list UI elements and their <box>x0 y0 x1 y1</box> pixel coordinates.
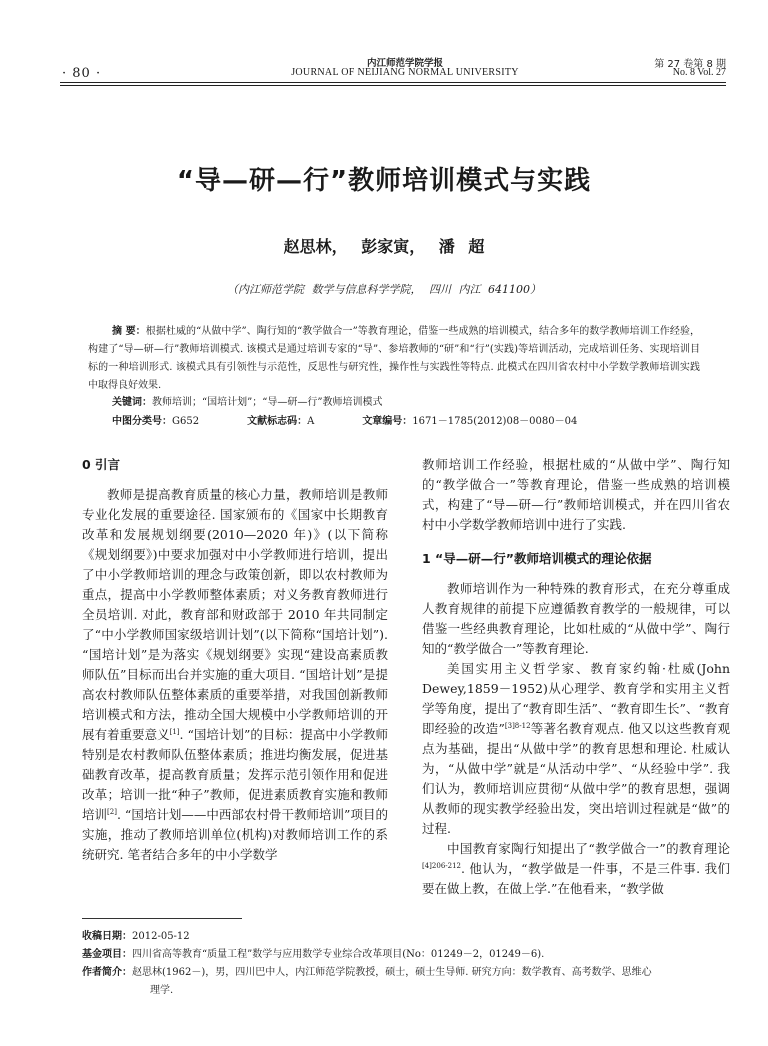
paragraph-text: . “国培计划”的目标：提高中小学教师特别是农村教师队伍整体素质；推进均衡发展，促进基础教育改革，提高教育质量；发挥示范引领作用和促进改革；培训一批“种子”教师，促进素质教育实施和教师培训 <box>82 727 388 822</box>
paragraph-text: 中国教育家陶行知提出了“教学做合一”的教育理论 <box>447 841 730 856</box>
footnote-label: 收稿日期： <box>82 931 132 942</box>
header-rule <box>60 85 726 86</box>
journal-title-cn: 内江师范学院学报 <box>366 58 443 69</box>
paragraph <box>422 839 730 899</box>
paragraph-text: . “国培计划——中西部农村骨干教师培训”项目的实施，推动了教师培训单位(机构)对教师培训工作的系统研究. 笔者结合多年的中小学数学 <box>82 807 388 862</box>
citation: [4]206-212 <box>422 861 462 870</box>
body-column-left <box>82 455 388 865</box>
article-authors: 赵思林， 彭家寅， 潘 超 <box>283 237 485 256</box>
page-number: · 80 · <box>62 66 102 81</box>
footnote-author-cont: 理学. <box>150 985 174 996</box>
section-heading-theory: 1 “导—研—行”教师培训模式的理论依据 <box>422 551 652 566</box>
keywords <box>112 395 700 411</box>
clc-label: 中图分类号： <box>112 416 172 427</box>
abstract <box>88 323 700 395</box>
paragraph-text: 美国实用主义哲学家、教育家约翰·杜威(John Dewey,1859－1952)从心理学、教育学和实用主义哲学等角度，提出了“教育即生活”、“教育即生长”、“教育即经验的改造” <box>422 661 730 736</box>
keywords-label: 关键词： <box>112 397 152 408</box>
journal-title-en: JOURNAL OF NEIJIANG NORMAL UNIVERSITY <box>291 67 519 78</box>
keywords-text: 教师培训；“国培计划”；“导—研—行”教师培训模式 <box>152 397 383 408</box>
paragraph: 教师培训作为一种特殊的教育形式，在充分尊重成人教育规律的前提下应遵循教育教学的一般规律，可以借鉴一些经典教育理论，比如杜威的“从做中学”、陶行知的“教学做合一”等教育理论. <box>422 581 730 656</box>
paragraph-text: 等著名教育观点. 他又以这些教育观点为基础，提出“从做中学”的教育思想和理论. 杜威认为，“从做中学”就是“从活动中学”、“从经验中学”. 我们认为，教师培训应贯彻“从做中学”的教育思想，强调从教师的现实教学经验出发，突出培训过程就是“做”的过程. <box>422 721 730 836</box>
classification-line <box>112 414 700 430</box>
article-no-value: 1671－1785(2012)08－0080－04 <box>412 416 578 427</box>
footnote-label: 基金项目： <box>82 949 132 960</box>
paragraph-text: . 他认为，“教学做是一件事，不是三件事. 我们要在做上教，在做上学.”在他看来，“教学做 <box>422 861 730 896</box>
footnote-received <box>82 928 732 946</box>
section-heading-intro: 0 引言 <box>82 457 121 472</box>
citation: [1] <box>169 727 180 736</box>
paragraph <box>82 485 388 865</box>
paragraph <box>422 659 730 839</box>
abstract-text: 根据杜威的“从做中学”、陶行知的“教学做合一”等教育理论，借鉴一些成熟的培训模式，结合多年的数学教师培训工作经验，构建了“导—研—行”教师培训模式. 该模式是通过培训专家的“导”、参培教师的“研”和“行”(实践)等培训活动，完成培训任务、实现培训目标的一种培训形式. 该模式具有引领性与示范性，反思性与研究性，操作性与实践性等特点. 此模式在四川省农村中小学数学教师培训实践中取得良好效果. <box>88 326 701 391</box>
body-column-right <box>422 455 730 899</box>
footnote-rule <box>82 918 242 919</box>
header-rule <box>60 82 726 83</box>
footnote-fund <box>82 946 732 964</box>
article-no-label: 文章编号： <box>362 416 413 427</box>
footnote-text: 赵思林(1962－)，男，四川巴中人，内江师范学院教授，硕士，硕士生导师. 研究方向：数学教育、高考数学、思维心 <box>132 967 652 978</box>
footnote-author <box>82 964 732 982</box>
footnote-text: 2012-05-12 <box>132 931 190 942</box>
clc-value: G652 <box>172 416 200 427</box>
citation: [3]8-12 <box>504 721 531 730</box>
citation: [2] <box>107 807 117 816</box>
footnote-label: 作者简介： <box>82 967 132 978</box>
volume-issue-en: No. 8 Vol. 27 <box>672 67 726 78</box>
abstract-label: 摘 要： <box>112 326 146 337</box>
footnote-text: 四川省高等教育“质量工程”数学与应用数学专业综合改革项目(No：01249－2，01249－6). <box>132 949 545 960</box>
paragraph-continued: 教师培训工作经验，根据杜威的“从做中学”、陶行知的“教学做合一”等教育理论，借鉴一些成熟的培训模式，构建了“导—研—行”教师培训模式，并在四川省农村中小学数学教师培训中进行了实践. <box>422 457 730 532</box>
paragraph-text: 教师是提高教育质量的核心力量，教师培训是教师专业化发展的重要途径. 国家颁布的《国家中长期教育改革和发展规划纲要(2010—2020 年)》(以下简称《规划纲要》)中要求加强对中小学教师进行培训，提出了中小学教师培训的理念与政策创新，即以农村教师为重点，提高中小学教师整体素质；对义务教育教师进行全员培训. 对此，教育部和财政部于 2010 年共同制定了“中小学教师国家级培训计划”(以下简称“国培计划”). “国培计划”是为落实《规划纲要》实现“建设高素质教师队伍”目标而出台并实施的重大项目. “国培计划”是提高农村教师队伍整体素质的重要举措，对我国创新教师培训模式和方法，推动全国大规模中小学教师培训的开展有着重要意义 <box>82 487 388 742</box>
footnotes <box>82 928 732 1000</box>
author-affiliation: （内江师范学院 数学与信息科学学院， 四川 内江 641100） <box>227 283 541 296</box>
article-title: “导—研—行”教师培训模式与实践 <box>176 166 592 196</box>
volume-issue-cn: 第 27 卷第 8 期 <box>654 59 726 70</box>
doc-code-value: A <box>307 416 315 427</box>
doc-code-label: 文献标志码： <box>247 416 308 427</box>
